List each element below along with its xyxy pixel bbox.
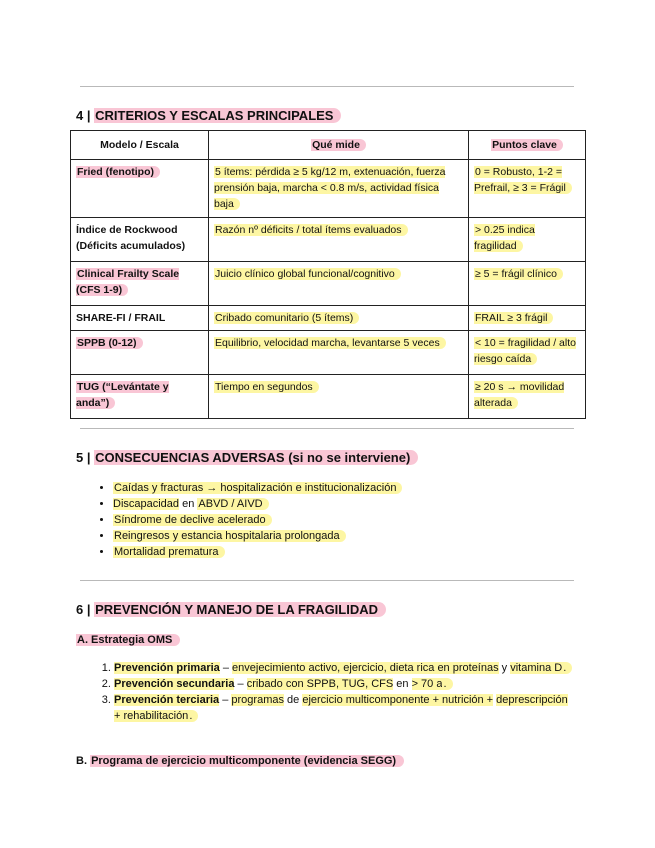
table-cell: < 10 = fragilidad / alto riesgo caída: [469, 331, 586, 375]
table-cell: Equilibrio, velocidad marcha, levantarse 5 veces: [209, 331, 469, 375]
divider-lower: [80, 580, 574, 581]
table-cell: Cribado comunitario (5 ítems): [209, 306, 469, 331]
table-cell: 5 ítems: pérdida ≥ 5 kg/12 m, extenuación, fuerza prensión baja, marcha < 0.8 m/s, actividad física baja: [209, 160, 469, 218]
list-item: 2. Prevención secundaria – cribado con SPPB, TUG, CFS en > 70 a.: [114, 676, 574, 692]
consequences-list: [96, 480, 402, 560]
table-row: [71, 160, 586, 218]
list-item: 1. Prevención primaria – envejecimiento activo, ejercicio, dieta rica en proteínas y vitamina D.: [114, 660, 574, 676]
table-cell: 0 = Robusto, 1-2 = Prefrail, ≥ 3 = Frágil: [469, 160, 586, 218]
divider-middle: [80, 428, 574, 429]
table-row: [71, 262, 586, 306]
list-item: • Discapacidad en ABVD / AIVD: [113, 496, 402, 512]
criteria-table: [70, 130, 586, 419]
section-5-heading: [76, 450, 418, 466]
table-header: Puntos clave: [469, 131, 586, 160]
section-6-title: PREVENCIÓN Y MANEJO DE LA FRAGILIDAD: [94, 602, 386, 617]
list-item: • Caídas y fracturas → hospitalización e institucionalización: [113, 480, 402, 496]
divider-top: [80, 86, 574, 87]
table-cell: FRAIL ≥ 3 frágil: [469, 306, 586, 331]
table-cell: Clinical Frailty Scale (CFS 1-9): [71, 262, 209, 306]
table-cell: Índice de Rockwood (Déficits acumulados): [71, 218, 209, 262]
list-item: • Mortalidad prematura: [113, 544, 402, 560]
table-cell: ≥ 20 s → movilidad alterada: [469, 375, 586, 419]
section-4-number: 4 |: [76, 108, 91, 123]
table-cell: Razón nº déficits / total ítems evaluados: [209, 218, 469, 262]
section-5-title: CONSECUENCIAS ADVERSAS (si no se interviene): [94, 450, 418, 465]
subsection-b-heading: B. Programa de ejercicio multicomponente (evidencia SEGG): [76, 754, 404, 768]
table-cell: ≥ 5 = frágil clínico: [469, 262, 586, 306]
subsection-a-heading: A. Estrategia OMS: [76, 633, 180, 647]
table-cell: > 0.25 indica fragilidad: [469, 218, 586, 262]
oms-strategy-list: [96, 660, 574, 724]
table-row: [71, 331, 586, 375]
table-header-row: [71, 131, 586, 160]
table-cell: Tiempo en segundos: [209, 375, 469, 419]
table-cell: SHARE-FI / FRAIL: [71, 306, 209, 331]
table-cell: Fried (fenotipo): [71, 160, 209, 218]
section-6-heading: [76, 602, 386, 618]
list-item: 3. Prevención terciaria – programas de ejercicio multicomponente + nutrición + deprescripción + rehabilitación.: [114, 692, 574, 724]
table-cell: Juicio clínico global funcional/cognitivo: [209, 262, 469, 306]
table-row: [71, 218, 586, 262]
list-item: • Síndrome de declive acelerado: [113, 512, 402, 528]
section-6-number: 6 |: [76, 602, 91, 617]
table-header: Qué mide: [209, 131, 469, 160]
section-5-number: 5 |: [76, 450, 91, 465]
table-cell: TUG (“Levántate y anda”): [71, 375, 209, 419]
section-4-heading: [76, 108, 341, 124]
list-item: • Reingresos y estancia hospitalaria prolongada: [113, 528, 402, 544]
section-4-title: CRITERIOS Y ESCALAS PRINCIPALES: [94, 108, 341, 123]
table-row: [71, 375, 586, 419]
table-header: Modelo / Escala: [71, 131, 209, 160]
table-cell: SPPB (0-12): [71, 331, 209, 375]
table-row: [71, 306, 586, 331]
